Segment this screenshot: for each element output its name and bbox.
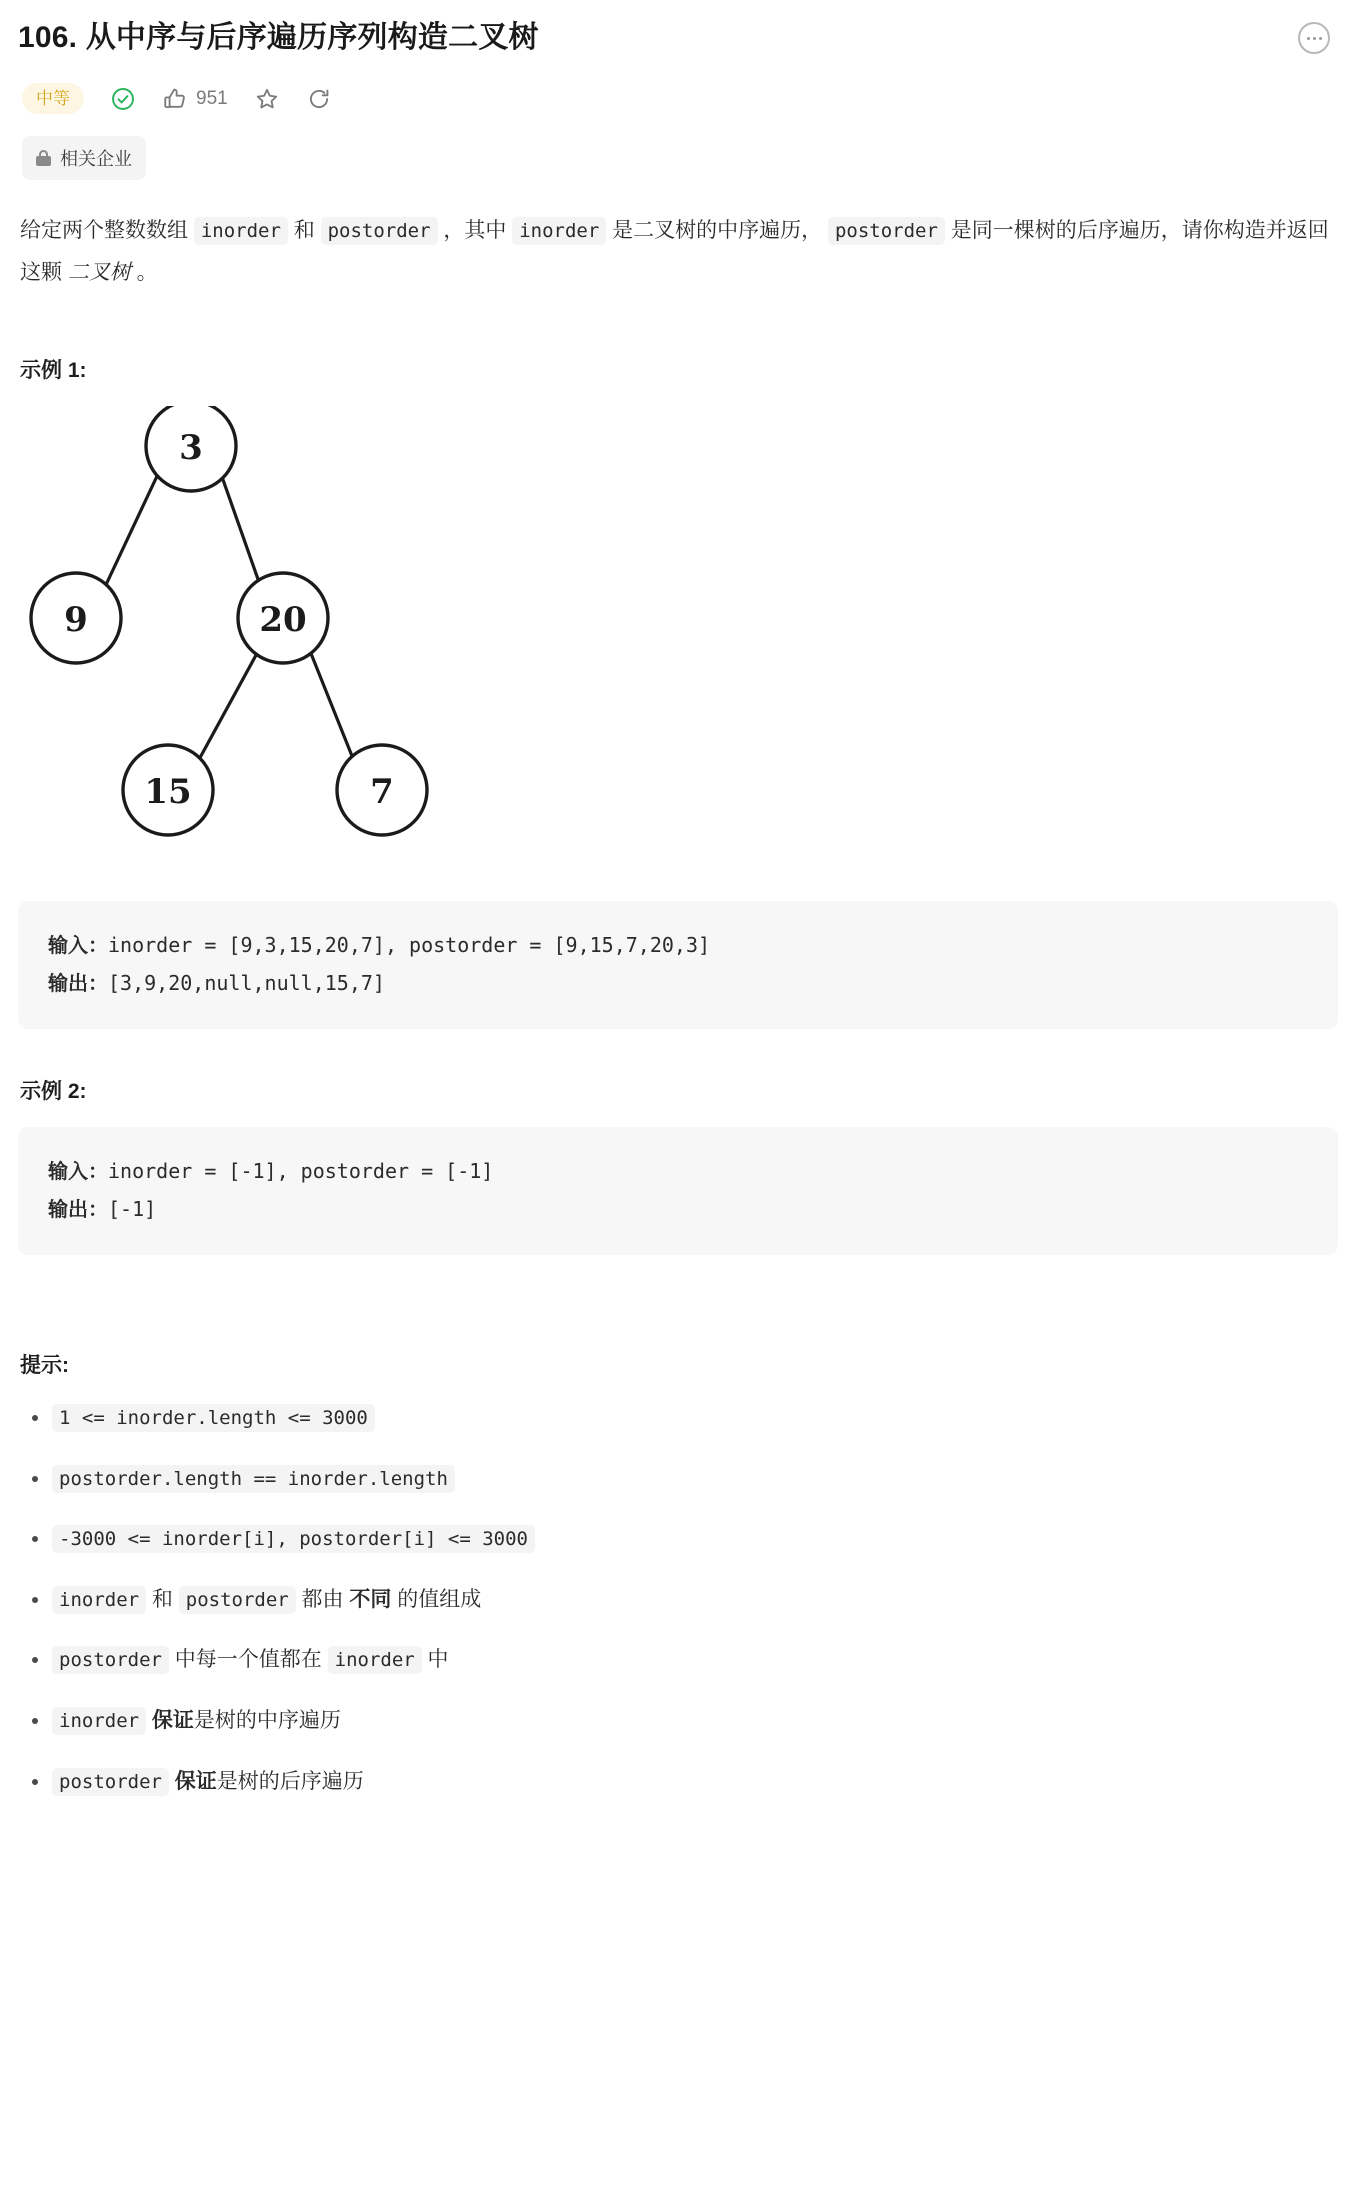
- desc-code-inorder-2: inorder: [512, 217, 606, 245]
- example-2-input-value: inorder = [-1], postorder = [-1]: [108, 1159, 494, 1183]
- constraint-text: 和: [146, 1587, 179, 1611]
- constraint-code: postorder.length == inorder.length: [52, 1465, 455, 1493]
- constraint-text-3: 是树的后序遍历: [216, 1769, 364, 1793]
- like-count: 951: [196, 88, 228, 109]
- constraint-code: postorder: [52, 1646, 169, 1674]
- problem-description: [20, 210, 1338, 294]
- constraint-code: 1 <= inorder.length <= 3000: [52, 1404, 375, 1432]
- desc-code-postorder-1: postorder: [321, 217, 438, 245]
- example-1-block: [18, 901, 1338, 1029]
- desc-text-5: 是同一棵树的后序遍历，请你构造并返回这颗: [20, 219, 1329, 284]
- constraint-text-3: 是树的中序遍历: [193, 1708, 341, 1732]
- list-item: [52, 1643, 1338, 1677]
- desc-text-3: ，其中: [437, 219, 513, 242]
- desc-code-inorder-1: inorder: [194, 217, 288, 245]
- example-2-heading: 示例 2:: [20, 1080, 87, 1103]
- problem-meta-row: [18, 83, 1338, 114]
- spacer: [18, 1301, 1338, 1349]
- constraint-code-2: inorder: [328, 1646, 422, 1674]
- like-button[interactable]: [162, 86, 228, 112]
- tree-node-label-right-left: 15: [144, 772, 192, 812]
- example-2-output-label: 输出：: [48, 1199, 108, 1221]
- example-1-input-label: 输入：: [48, 935, 108, 957]
- star-icon[interactable]: [254, 86, 280, 112]
- constraint-bold: 保证: [168, 1769, 217, 1793]
- difficulty-badge[interactable]: 中等: [22, 83, 84, 114]
- constraint-code: inorder: [52, 1586, 146, 1614]
- example-2-block: [18, 1127, 1338, 1255]
- binary-tree-figure: [18, 406, 1338, 871]
- binary-tree-svg: [18, 406, 458, 866]
- constraint-text-2: 都由: [295, 1587, 350, 1611]
- related-companies-label: 相关企业: [60, 149, 132, 169]
- tree-node-label-right-right: 7: [370, 772, 394, 812]
- example-2-input-label: 输入：: [48, 1161, 108, 1183]
- desc-text-1: 给定两个整数数组: [20, 219, 194, 242]
- tree-node-label-root: 3: [179, 428, 203, 468]
- more-horizontal-icon[interactable]: [1298, 22, 1330, 54]
- desc-text-4: 是二叉树的中序遍历，: [606, 219, 828, 242]
- constraint-text: 中每一个值都在: [168, 1648, 328, 1672]
- list-item: [52, 1765, 1338, 1799]
- constraints-heading: 提示:: [20, 1354, 69, 1377]
- list-item: [52, 1401, 1338, 1435]
- example-1-input-value: inorder = [9,3,15,20,7], postorder = [9,15,7,20,3]: [108, 933, 711, 957]
- list-item: [52, 1704, 1338, 1738]
- example-1-output-label: 输出：: [48, 973, 108, 995]
- page-title: 106. 从中序与后序遍历序列构造二叉树: [18, 21, 539, 54]
- tree-node-label-right: 20: [259, 600, 307, 640]
- constraint-bold: 保证: [146, 1708, 194, 1732]
- desc-code-postorder-2: postorder: [828, 217, 945, 245]
- list-item: [52, 1583, 1338, 1617]
- constraint-code: postorder: [52, 1768, 169, 1796]
- lock-icon: [36, 150, 51, 166]
- share-icon[interactable]: [306, 86, 332, 112]
- example-2-output-value: [-1]: [108, 1197, 157, 1221]
- example-1-output-value: [3,9,20,null,null,15,7]: [108, 971, 385, 995]
- example-1-heading: 示例 1:: [20, 359, 87, 382]
- title-row: [18, 18, 1338, 57]
- constraints-list: [18, 1401, 1338, 1798]
- desc-text-6: 。: [130, 261, 158, 284]
- list-item: [52, 1522, 1338, 1556]
- constraint-code: -3000 <= inorder[i], postorder[i] <= 3000: [52, 1525, 535, 1553]
- desc-emphasis: 二叉树: [67, 261, 131, 284]
- constraint-bold: 不同: [349, 1587, 392, 1611]
- tree-node-label-left: 9: [64, 600, 88, 640]
- constraint-code-2: postorder: [179, 1586, 296, 1614]
- constraint-text-2: 中: [421, 1648, 449, 1672]
- solved-status-icon[interactable]: [110, 86, 136, 112]
- constraint-text-3: 的值组成: [391, 1587, 482, 1611]
- constraint-code: inorder: [52, 1707, 146, 1735]
- desc-text-2: 和: [287, 219, 321, 242]
- list-item: [52, 1462, 1338, 1496]
- related-companies-tag[interactable]: [22, 136, 146, 180]
